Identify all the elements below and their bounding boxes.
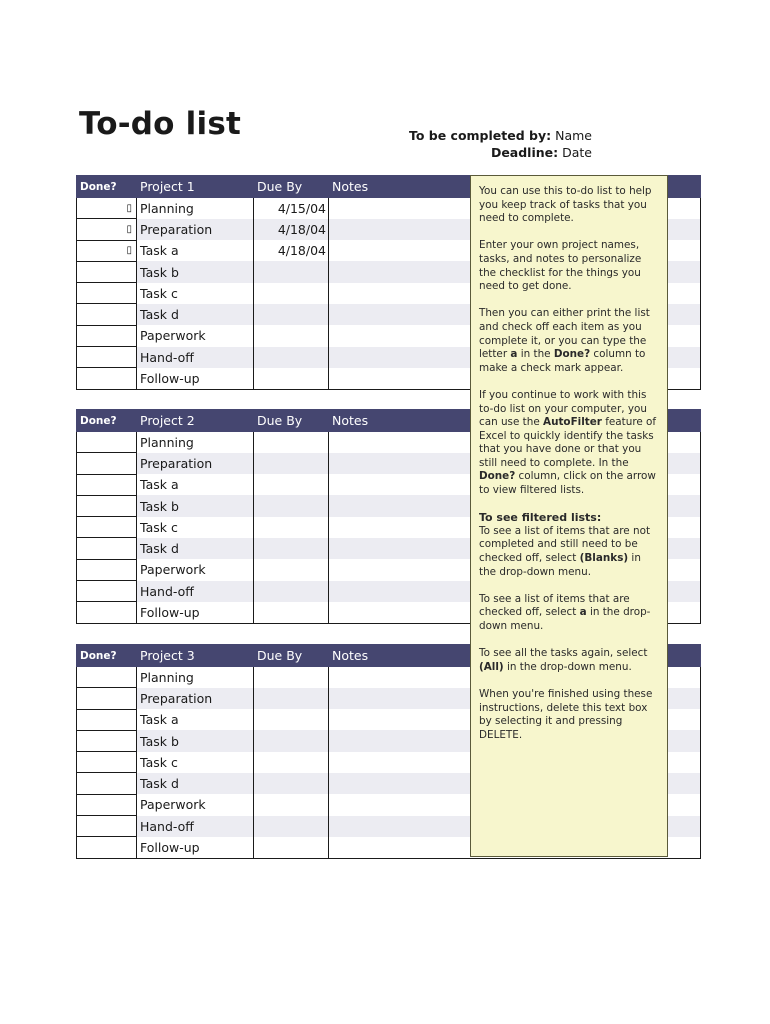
task-cell[interactable]: Task b bbox=[137, 261, 254, 282]
notes-column-header: Notes bbox=[329, 176, 701, 198]
due-date-cell[interactable] bbox=[254, 667, 329, 688]
due-date-cell[interactable] bbox=[254, 432, 329, 453]
done-cell[interactable] bbox=[77, 517, 137, 538]
due-date-cell[interactable] bbox=[254, 837, 329, 858]
due-date-cell[interactable] bbox=[254, 688, 329, 709]
done-cell[interactable] bbox=[77, 688, 137, 709]
project-name-header[interactable]: Project 3 bbox=[137, 645, 254, 667]
done-cell[interactable] bbox=[77, 773, 137, 794]
deadline-value[interactable]: Date bbox=[562, 145, 592, 160]
due-date-cell[interactable]: 4/15/04 bbox=[254, 198, 329, 219]
task-cell[interactable]: Follow-up bbox=[137, 837, 254, 858]
due-date-cell[interactable] bbox=[254, 752, 329, 773]
done-cell[interactable] bbox=[77, 816, 137, 837]
done-column-header[interactable]: Done? bbox=[77, 410, 137, 432]
task-cell[interactable]: Task c bbox=[137, 283, 254, 304]
done-cell[interactable] bbox=[77, 304, 137, 325]
due-date-cell[interactable] bbox=[254, 304, 329, 325]
task-cell[interactable]: Task b bbox=[137, 730, 254, 751]
due-date-cell[interactable] bbox=[254, 559, 329, 580]
task-cell[interactable]: Hand-off bbox=[137, 816, 254, 837]
task-cell[interactable]: Task c bbox=[137, 517, 254, 538]
done-cell[interactable] bbox=[77, 730, 137, 751]
instructions-paragraph: Then you can either print the list and check off each item as you complete it, or you can type the letter a in the Done? column to make a check mark appear. bbox=[479, 307, 650, 374]
task-cell[interactable]: Task b bbox=[137, 495, 254, 516]
due-date-cell[interactable]: 4/18/04 bbox=[254, 219, 329, 240]
done-cell[interactable] bbox=[77, 283, 137, 304]
deadline-label: Deadline: bbox=[490, 145, 559, 160]
due-date-cell[interactable] bbox=[254, 283, 329, 304]
instructions-paragraph: You can use this to-do list to help you keep track of tasks that you need to complete. bbox=[479, 185, 652, 225]
done-cell[interactable]: ▯ bbox=[77, 219, 137, 240]
task-cell[interactable]: Planning bbox=[137, 667, 254, 688]
due-date-cell[interactable] bbox=[254, 773, 329, 794]
task-cell[interactable]: Hand-off bbox=[137, 581, 254, 602]
due-date-cell[interactable] bbox=[254, 794, 329, 815]
due-date-cell[interactable] bbox=[254, 581, 329, 602]
due-date-cell[interactable]: 4/18/04 bbox=[254, 240, 329, 261]
done-cell[interactable] bbox=[77, 602, 137, 623]
due-date-cell[interactable] bbox=[254, 325, 329, 346]
done-cell[interactable] bbox=[77, 752, 137, 773]
done-cell[interactable] bbox=[77, 453, 137, 474]
task-cell[interactable]: Preparation bbox=[137, 453, 254, 474]
done-cell[interactable] bbox=[77, 837, 137, 858]
task-cell[interactable]: Task a bbox=[137, 709, 254, 730]
due-by-column-header: Due By bbox=[254, 645, 329, 667]
done-cell[interactable] bbox=[77, 474, 137, 495]
project-name-header[interactable]: Project 2 bbox=[137, 410, 254, 432]
task-cell[interactable]: Task a bbox=[137, 240, 254, 261]
done-cell[interactable] bbox=[77, 709, 137, 730]
due-date-cell[interactable] bbox=[254, 261, 329, 282]
done-cell[interactable] bbox=[77, 325, 137, 346]
notes-column-header: Notes bbox=[329, 645, 701, 667]
task-cell[interactable]: Task d bbox=[137, 538, 254, 559]
done-column-header[interactable]: Done? bbox=[77, 645, 137, 667]
done-cell[interactable] bbox=[77, 794, 137, 815]
page-title: To-do list bbox=[79, 106, 241, 142]
done-cell[interactable] bbox=[77, 495, 137, 516]
done-cell[interactable] bbox=[77, 581, 137, 602]
completed-by-label: To be completed by: bbox=[408, 128, 552, 143]
completed-by-value[interactable]: Name bbox=[555, 128, 592, 143]
due-date-cell[interactable] bbox=[254, 453, 329, 474]
done-cell[interactable] bbox=[77, 261, 137, 282]
task-cell[interactable]: Task d bbox=[137, 773, 254, 794]
task-cell[interactable]: Follow-up bbox=[137, 368, 254, 389]
done-cell[interactable] bbox=[77, 538, 137, 559]
due-date-cell[interactable] bbox=[254, 709, 329, 730]
instructions-heading: To see filtered lists: bbox=[479, 511, 602, 525]
due-date-cell[interactable] bbox=[254, 602, 329, 623]
task-cell[interactable]: Paperwork bbox=[137, 559, 254, 580]
done-column-header[interactable]: Done? bbox=[77, 176, 137, 198]
task-cell[interactable]: Preparation bbox=[137, 219, 254, 240]
instructions-paragraph: To see a list of items that are not completed and still need to be checked off, select (Blanks) in the drop-down menu. bbox=[479, 524, 651, 578]
done-cell[interactable] bbox=[77, 559, 137, 580]
instructions-paragraph: When you're finished using these instructions, delete this text box by selecting it and pressing DELETE. bbox=[479, 687, 653, 741]
due-by-column-header: Due By bbox=[254, 176, 329, 198]
task-cell[interactable]: Task d bbox=[137, 304, 254, 325]
task-cell[interactable]: Paperwork bbox=[137, 794, 254, 815]
due-date-cell[interactable] bbox=[254, 347, 329, 368]
instructions-paragraph: If you continue to work with this to-do list on your computer, you can use the AutoFilter feature of Excel to quickly identify the tasks that you have done or that you still need to complete. In the Done? column, click on the arrow to view filtered lists. bbox=[479, 388, 657, 497]
task-cell[interactable]: Task c bbox=[137, 752, 254, 773]
done-cell[interactable] bbox=[77, 347, 137, 368]
task-cell[interactable]: Planning bbox=[137, 198, 254, 219]
project-name-header[interactable]: Project 1 bbox=[137, 176, 254, 198]
task-cell[interactable]: Preparation bbox=[137, 688, 254, 709]
task-cell[interactable]: Planning bbox=[137, 432, 254, 453]
due-date-cell[interactable] bbox=[254, 730, 329, 751]
done-cell[interactable] bbox=[77, 667, 137, 688]
instructions-text-box[interactable] bbox=[470, 175, 668, 857]
deadline-line bbox=[491, 145, 592, 160]
task-cell[interactable]: Paperwork bbox=[137, 325, 254, 346]
task-cell[interactable]: Follow-up bbox=[137, 602, 254, 623]
due-date-cell[interactable] bbox=[254, 495, 329, 516]
due-date-cell[interactable] bbox=[254, 474, 329, 495]
due-by-column-header: Due By bbox=[254, 410, 329, 432]
task-cell[interactable]: Hand-off bbox=[137, 347, 254, 368]
done-cell[interactable]: ▯ bbox=[77, 240, 137, 261]
instructions-paragraph: To see a list of items that are checked off, select a in the drop-down menu. bbox=[479, 592, 651, 632]
task-cell[interactable]: Task a bbox=[137, 474, 254, 495]
due-date-cell[interactable] bbox=[254, 816, 329, 837]
done-cell[interactable] bbox=[77, 368, 137, 389]
done-cell[interactable]: ▯ bbox=[77, 198, 137, 219]
done-cell[interactable] bbox=[77, 432, 137, 453]
due-date-cell[interactable] bbox=[254, 538, 329, 559]
completed-by-line bbox=[409, 128, 592, 143]
notes-column-header: Notes bbox=[329, 410, 701, 432]
due-date-cell[interactable] bbox=[254, 517, 329, 538]
due-date-cell[interactable] bbox=[254, 368, 329, 389]
instructions-paragraph: To see all the tasks again, select (All) in the drop-down menu. bbox=[479, 647, 648, 673]
instructions-paragraph: Enter your own project names, tasks, and notes to personalize the checklist for the things you need to get done. bbox=[479, 239, 642, 293]
